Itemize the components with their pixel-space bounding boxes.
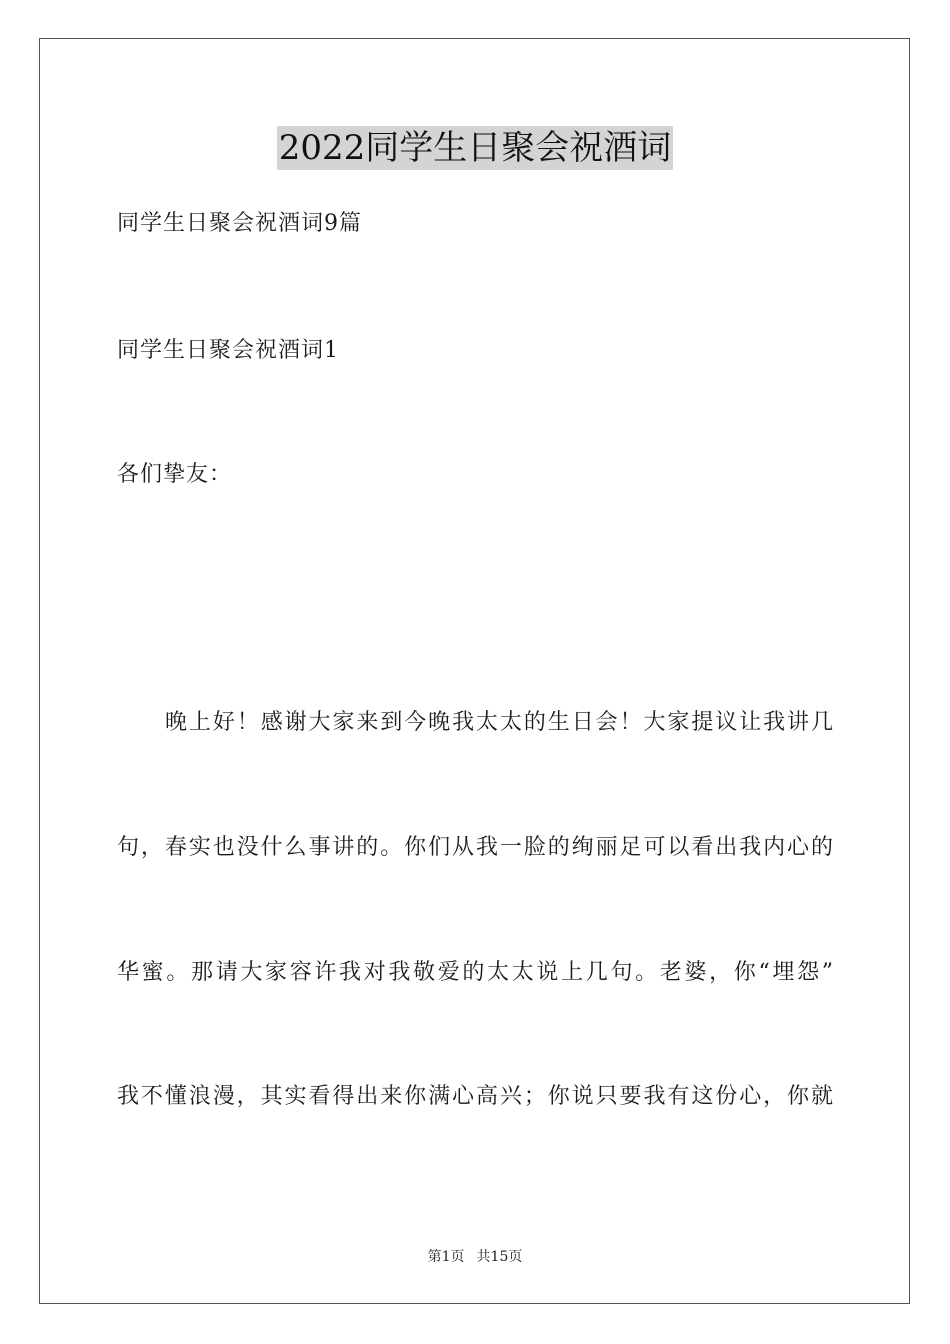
- salutation: 各们挚友：: [117, 462, 233, 487]
- paragraph-line: 华蜜。那请大家容许我对我敬爱的太太说上几句。老婆，你“埋怨”: [117, 960, 833, 985]
- paragraph-line: 我不懂浪漫，其实看得出来你满心高兴；你说只要我有这份心，你就: [117, 1084, 833, 1109]
- section-heading: 同学生日聚会祝酒词1: [117, 338, 339, 363]
- page-total: 共15页: [476, 1249, 523, 1265]
- paragraph-line: 晚上好！感谢大家来到今晚我太太的生日会！大家提议让我讲几: [165, 710, 833, 735]
- page-number: 第1页: [427, 1249, 465, 1265]
- page-footer: [0, 1247, 950, 1267]
- title-container: [0, 126, 950, 170]
- document-subtitle: 同学生日聚会祝酒词9篇: [117, 211, 362, 236]
- document-title: 2022同学生日聚会祝酒词: [278, 128, 672, 168]
- paragraph-line: 句，春实也没什么事讲的。你们从我一脸的绚丽足可以看出我内心的: [117, 835, 833, 860]
